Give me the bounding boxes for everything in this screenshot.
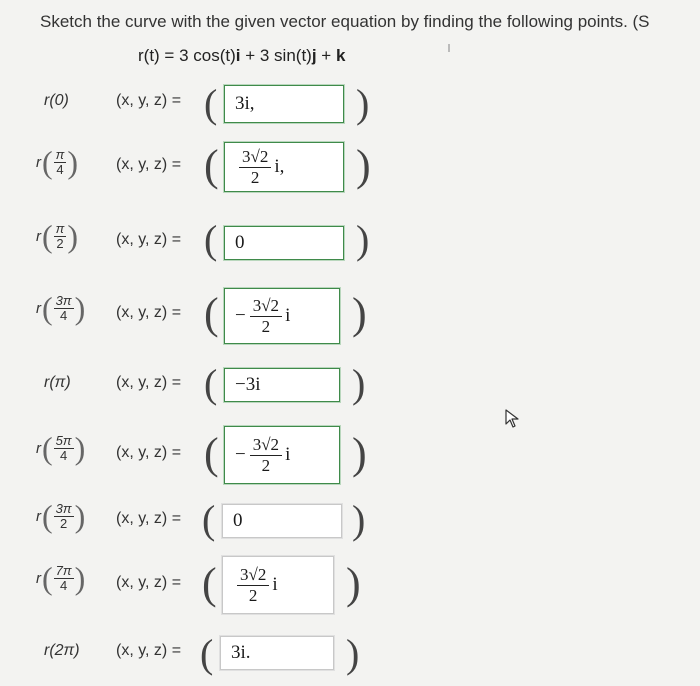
open-paren: (: [200, 631, 214, 676]
xyz-label: (x, y, z) =: [116, 156, 182, 173]
close-paren: ): [356, 81, 370, 126]
point-label: r ( $\frac{7\pi}{4}$ ): [36, 560, 86, 596]
unit-j: j: [311, 46, 317, 65]
point-label: r(2π): [44, 642, 80, 659]
open-paren: (: [204, 361, 218, 406]
close-paren: ): [352, 361, 366, 406]
open-paren: (: [204, 81, 218, 126]
equation-mid: + 3 sin(t): [240, 46, 312, 65]
point-row: [0, 632, 700, 676]
open-paren: (: [204, 141, 219, 190]
open-paren: (: [202, 497, 216, 542]
answer-input[interactable]: 0: [224, 226, 344, 260]
answer-input[interactable]: 3√2 2 i,: [224, 142, 344, 192]
point-row: [0, 140, 700, 194]
point-label: r(π): [44, 374, 71, 391]
open-paren: (: [204, 429, 219, 478]
open-paren: (: [204, 217, 218, 262]
xyz-label: (x, y, z) =: [116, 574, 182, 591]
xyz-label: (x, y, z) =: [116, 304, 182, 321]
point-label: r ( $\frac{\pi}{2}$ ): [36, 218, 79, 254]
equation-plus: +: [316, 46, 336, 65]
point-row: [0, 284, 700, 346]
close-paren: ): [346, 559, 361, 608]
close-paren: ): [356, 217, 370, 262]
close-paren: ): [352, 429, 367, 478]
problem-statement: Sketch the curve with the given vector equation by finding the following points. (S: [40, 12, 650, 31]
answer-input[interactable]: −3i: [224, 368, 340, 402]
xyz-label: (x, y, z) =: [116, 510, 182, 527]
xyz-label: (x, y, z) =: [116, 444, 182, 461]
vector-equation: [0, 46, 700, 66]
answer-input[interactable]: − $\frac{3√2}{2}$ i: [224, 426, 340, 484]
point-row: [0, 497, 700, 544]
unit-k: k: [335, 46, 346, 65]
open-paren: (: [202, 559, 217, 608]
answer-input[interactable]: 3i,: [224, 85, 344, 123]
xyz-label: (x, y, z) =: [116, 92, 182, 109]
close-paren: ): [356, 141, 371, 190]
mouse-pointer-icon: [505, 409, 521, 429]
point-label: r ( $\frac{3\pi}{4}$ ): [36, 290, 86, 326]
unit-i: i: [235, 46, 241, 65]
close-paren: ): [352, 497, 366, 542]
point-row: [0, 82, 700, 126]
point-row: [0, 424, 700, 488]
xyz-label: (x, y, z) =: [116, 374, 182, 391]
close-paren: ): [352, 289, 367, 338]
open-paren: (: [204, 289, 219, 338]
answer-input[interactable]: 3√2 2 i: [222, 556, 334, 614]
point-label: r ( $\frac{\pi}{4}$ ): [36, 144, 79, 180]
close-paren: ): [346, 631, 360, 676]
answer-input[interactable]: 3i.: [220, 636, 334, 670]
point-row: [0, 556, 700, 618]
point-label: r ( $\frac{5\pi}{4}$ ): [36, 430, 86, 466]
answer-input[interactable]: − $\frac{3√2}{2}$ i: [224, 288, 340, 344]
point-row: [0, 362, 700, 406]
equation-lhs: r(t) = 3 cos(t): [138, 46, 236, 65]
xyz-label: (x, y, z) =: [116, 231, 182, 248]
point-label: r(0): [44, 92, 69, 109]
answer-input[interactable]: 0: [222, 504, 342, 538]
point-row: [0, 217, 700, 264]
point-label: r ( $\frac{3\pi}{2}$ ): [36, 498, 86, 534]
xyz-label: (x, y, z) =: [116, 642, 182, 659]
